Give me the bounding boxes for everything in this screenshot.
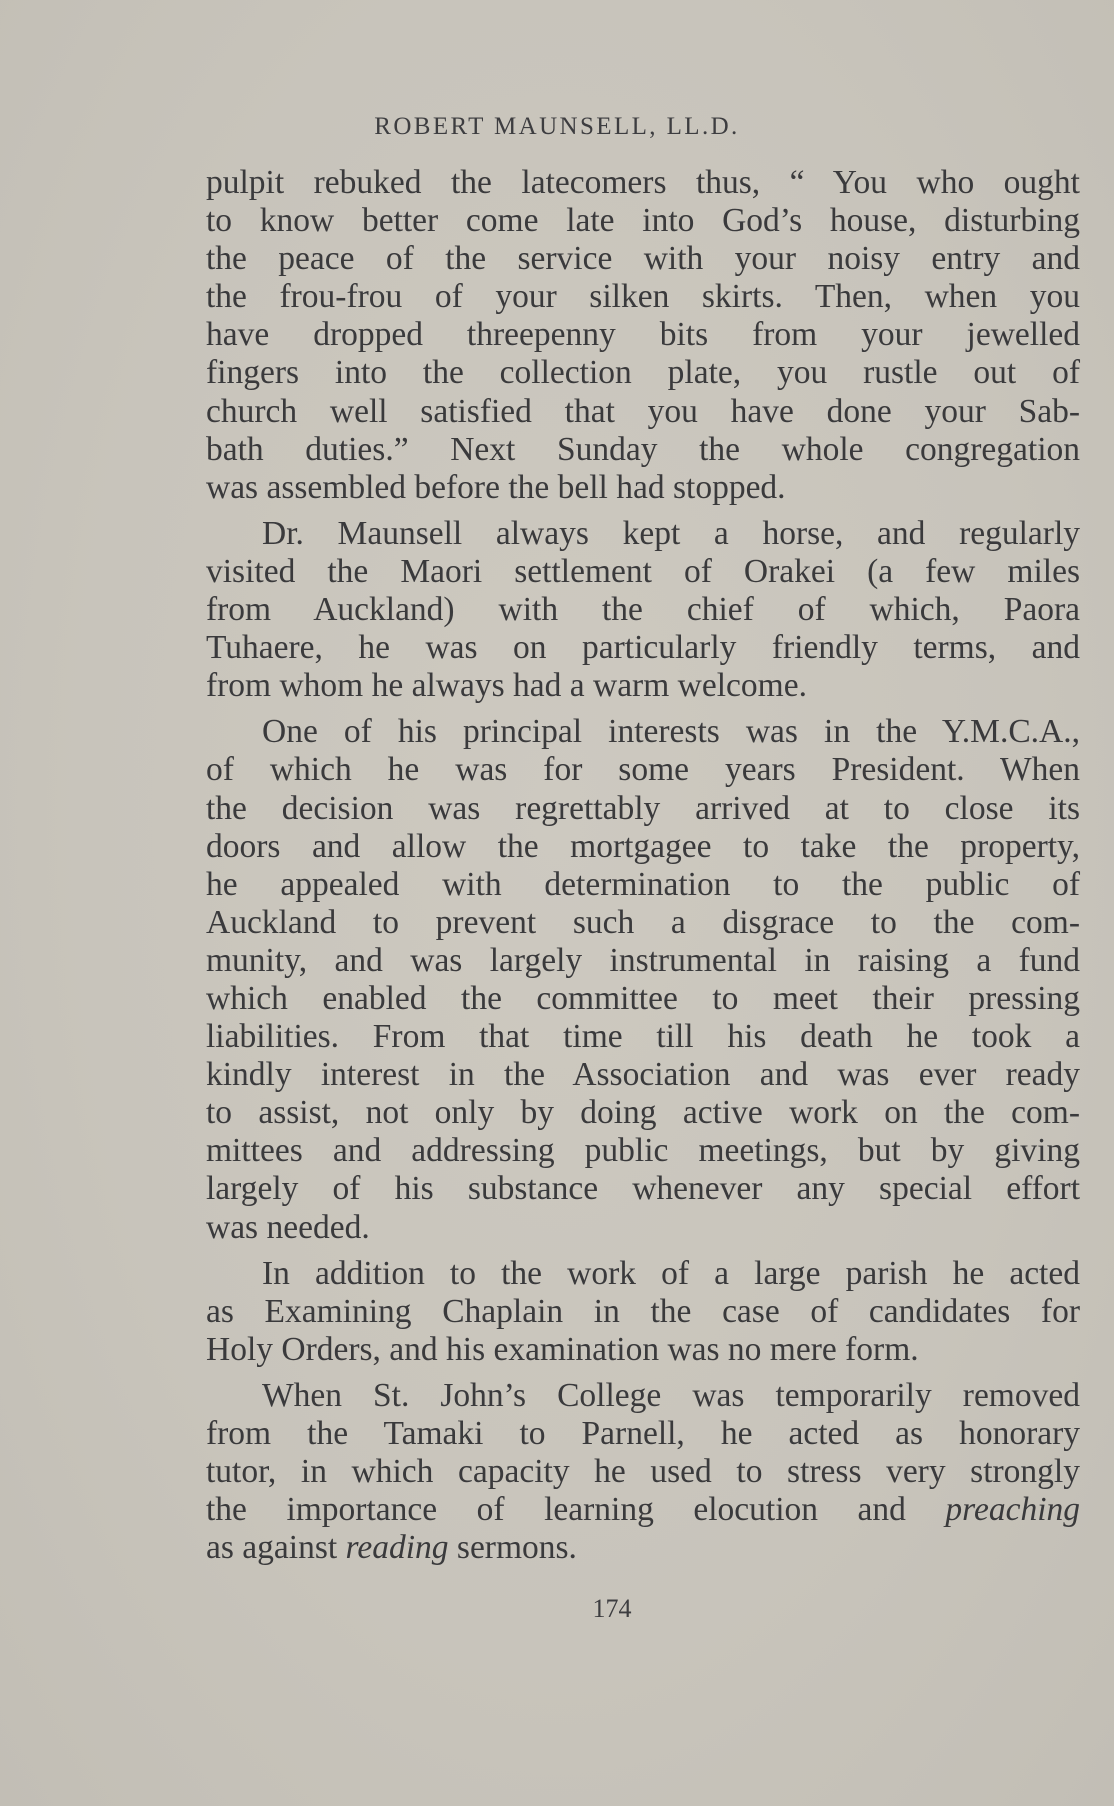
page-number: 174 <box>592 1594 632 1623</box>
text-line: munity, and was largely instrumental in raising a fund <box>206 941 1080 979</box>
text-line: When St. John’s College was temporarily removed <box>262 1376 1080 1414</box>
text-line: In addition to the work of a large parish he acted <box>262 1254 1080 1292</box>
text-line: from Auckland) with the chief of which, Paora <box>206 591 1080 629</box>
text-line: which enabled the committee to meet their pressing <box>206 979 1080 1017</box>
text-line: doors and allow the mortgagee to take the property, <box>206 827 1080 865</box>
text-line: was needed. <box>206 1208 370 1246</box>
paragraph-2 <box>206 515 1080 705</box>
line-text: sermons. <box>448 1529 577 1567</box>
text-line: kindly interest in the Association and was ever ready <box>206 1056 1080 1094</box>
text-line: bath duties.” Next Sunday the whole congregation <box>206 430 1080 468</box>
text-line: from the Tamaki to Parnell, he acted as honorary <box>206 1415 1080 1452</box>
paragraph-4 <box>206 1255 1080 1369</box>
text-line: was assembled before the bell had stopped. <box>206 468 786 506</box>
text-line: fingers into the collection plate, you rustle out of <box>206 354 1080 392</box>
text-line: Dr. Maunsell always kept a horse, and regularly <box>262 514 1080 552</box>
body-text <box>206 164 1080 1575</box>
line-text: as against <box>206 1529 346 1567</box>
line-text: the importance of learning elocution and <box>206 1491 946 1529</box>
text-line: to assist, not only by doing active work on the com- <box>206 1094 1080 1132</box>
text-line: the peace of the service with your noisy entry and <box>206 240 1080 278</box>
italic-word: reading <box>345 1529 449 1567</box>
text-line: largely of his substance whenever any special effort <box>206 1170 1080 1208</box>
text-line: liabilities. From that time till his death he took a <box>206 1018 1080 1056</box>
text-line: pulpit rebuked the latecomers thus, “ You who ought <box>206 164 1080 201</box>
text-line <box>206 1529 1080 1567</box>
text-line: One of his principal interests was in the Y.M.C.A., <box>262 713 1080 751</box>
paragraph-5 <box>206 1377 1080 1567</box>
text-line: as Examining Chaplain in the case of candidates for <box>206 1292 1080 1330</box>
text-line: from whom he always had a warm welcome. <box>206 667 807 705</box>
text-line: tutor, in which capacity he used to stress very strongly <box>206 1453 1080 1491</box>
paragraph-1 <box>206 164 1080 507</box>
text-line <box>206 1491 1080 1529</box>
text-line: Auckland to prevent such a disgrace to the com- <box>206 903 1080 941</box>
italic-word: preaching <box>945 1491 1080 1529</box>
text-line: the decision was regrettably arrived at to close its <box>206 789 1080 827</box>
text-line: of which he was for some years President. When <box>206 751 1080 789</box>
text-line: church well satisfied that you have done your Sab- <box>206 392 1080 430</box>
text-line: he appealed with determination to the public of <box>206 865 1080 903</box>
text-line: to know better come late into God’s house, disturbing <box>206 202 1080 240</box>
text-line: Holy Orders, and his examination was no mere form. <box>206 1330 919 1368</box>
text-line: Tuhaere, he was on particularly friendly terms, and <box>206 629 1080 667</box>
text-line: the frou-frou of your silken skirts. Then, when you <box>206 278 1080 316</box>
text-line: mittees and addressing public meetings, but by giving <box>206 1132 1080 1170</box>
text-line: visited the Maori settlement of Orakei (a few miles <box>206 552 1080 590</box>
running-head: ROBERT MAUNSELL, LL.D. <box>374 113 740 140</box>
text-line: have dropped threepenny bits from your jewelled <box>206 316 1080 354</box>
paragraph-3 <box>206 713 1080 1246</box>
